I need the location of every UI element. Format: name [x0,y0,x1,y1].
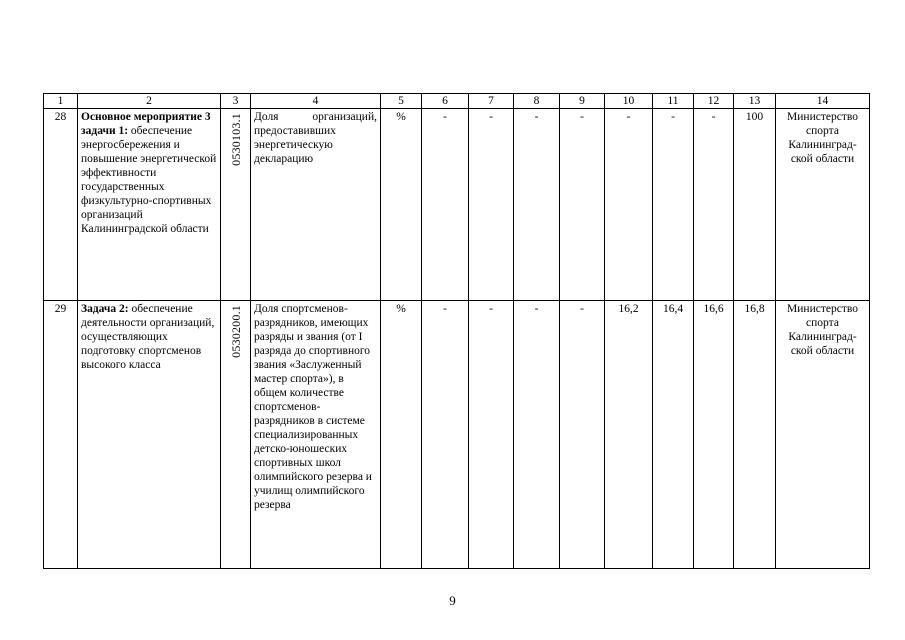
value-cell: 16,4 [653,301,694,569]
value-cell: - [514,109,560,301]
row-number: 29 [44,301,78,569]
unit-cell: % [381,301,422,569]
responsible-cell: Министерство спорта Калининград-ской области [776,109,870,301]
page-number: 9 [449,593,456,608]
task-title: Задача 2: [81,303,129,315]
value-cell: - [560,109,605,301]
column-header: 14 [776,94,870,109]
code-cell [221,109,251,301]
column-header: 4 [251,94,381,109]
responsible-cell: Министерство спорта Калининград-ской области [776,301,870,569]
table-header-row [44,94,870,109]
column-header: 11 [653,94,694,109]
value-cell: - [514,301,560,569]
value-cell: - [469,109,514,301]
budget-code: 0530103.1 [228,113,243,166]
column-header: 7 [469,94,514,109]
code-cell [221,301,251,569]
table-row [44,109,870,301]
column-header: 6 [422,94,469,109]
unit-cell: % [381,109,422,301]
value-cell: - [653,109,694,301]
value-cell: - [694,109,734,301]
column-header: 3 [221,94,251,109]
program-indicators-table [43,93,870,569]
indicator-cell: Доля спортсменов-разрядников, имеющих разряды и звания (от I разряда до спортивного звания «Заслуженный мастер спорта»), в общем количестве спортсменов-разрядников в системе специализированных детско-юношеских спортивных школ олимпийского резерва и училищ олимпийского резерва [251,301,381,569]
row-number: 28 [44,109,78,301]
column-header: 8 [514,94,560,109]
column-header: 13 [734,94,776,109]
column-header: 1 [44,94,78,109]
value-cell: - [422,109,469,301]
value-cell: - [605,109,653,301]
task-description: обеспечение энергосбережения и повышение энергетической эффективности государственных физкультурно-спортивных организаций Калининградской области [81,125,217,235]
task-cell [78,301,221,569]
value-cell: 100 [734,109,776,301]
budget-code: 0530200.1 [228,305,243,358]
indicator-cell: Доля организаций, предоставивших энергетическую декларацию [251,109,381,301]
value-cell: 16,8 [734,301,776,569]
value-cell: - [560,301,605,569]
column-header: 2 [78,94,221,109]
value-cell: - [422,301,469,569]
value-cell: 16,2 [605,301,653,569]
column-header: 12 [694,94,734,109]
column-header: 10 [605,94,653,109]
column-header: 9 [560,94,605,109]
value-cell: 16,6 [694,301,734,569]
task-description: обеспечение деятельности организаций, осуществляющих подготовку спортсменов высокого класса [81,303,215,371]
value-cell: - [469,301,514,569]
column-header: 5 [381,94,422,109]
task-cell [78,109,221,301]
table-row [44,301,870,569]
task-title: Основное мероприятие 3 задачи 1: [81,111,211,137]
